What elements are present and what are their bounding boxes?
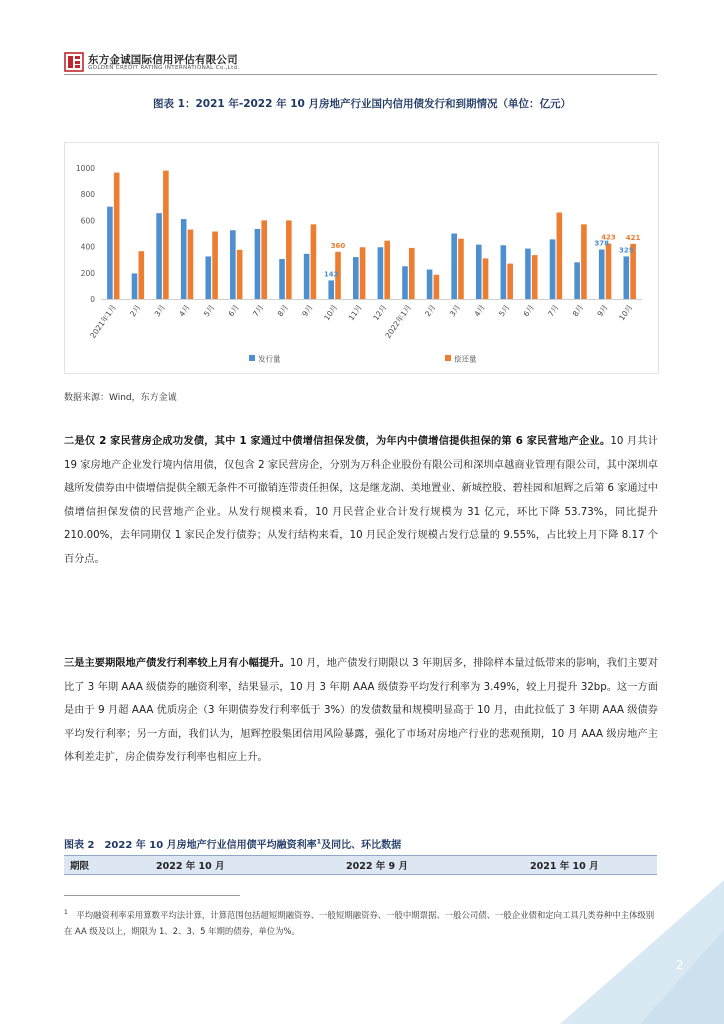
bar-chart: [65, 143, 658, 373]
bar-repayment: [532, 255, 538, 299]
bar-repayment: [188, 230, 194, 299]
footnote-text: 平均融资利率采用算数平均法计算，计算范围包括超短期融资券、一般短期融资券、一般中期票据、一般公司债、一般企业债和定向工具几类券种中主体级别在 AA 级及以上，期限为 1、2、3、5 年期的债券，单位为%。: [64, 909, 655, 936]
table-header-2021-oct: 2021 年 10 月: [530, 861, 599, 872]
header-divider: [64, 74, 657, 75]
bar-issuance: [599, 249, 605, 299]
bar-issuance: [107, 207, 113, 299]
figure1-source: 数据来源：Wind，东方金诚: [64, 393, 177, 403]
bar-issuance: [255, 229, 261, 299]
x-tick-label: 5月: [201, 302, 217, 319]
bar-issuance: [550, 239, 556, 299]
legend-label: 偿还量: [454, 354, 477, 364]
company-name-cn: 东方金诚国际信用评估有限公司: [88, 54, 238, 66]
x-tick-label: 7月: [251, 302, 266, 319]
paragraph-issuance-rates: [64, 652, 658, 770]
figure2-title-main: 图表 2 2022 年 10 月房地产行业信用债平均融资利率: [64, 840, 317, 851]
bar-repayment: [360, 247, 366, 299]
bar-issuance: [451, 234, 457, 300]
bar-repayment: [409, 248, 415, 299]
data-label: 378: [594, 239, 610, 248]
paragraph-private-issuers: [64, 430, 658, 571]
footnote: [64, 905, 658, 939]
bar-issuance: [402, 266, 408, 299]
bar-issuance: [181, 219, 187, 299]
footnote-ref: 1: [316, 837, 322, 846]
table-header-2022-oct: 2022 年 10 月: [156, 861, 225, 872]
bar-issuance: [501, 245, 507, 299]
data-label: 360: [330, 241, 346, 250]
data-label: 325: [618, 246, 634, 255]
figure2-title-suffix: 及同比、环比数据: [321, 840, 402, 851]
bar-repayment: [483, 258, 489, 299]
bar-issuance: [427, 270, 433, 299]
bar-issuance: [378, 247, 384, 299]
y-tick-label: 0: [90, 295, 95, 304]
x-tick-label: 10月: [617, 302, 635, 323]
x-tick-label: 9月: [300, 302, 315, 319]
x-tick-label: 2月: [128, 302, 143, 319]
y-tick-label: 400: [80, 242, 95, 252]
rate-table-header: [64, 855, 657, 875]
paragraph2-lead: 三是主要期限地产债发行利率较上月有小幅提升。: [64, 658, 290, 669]
bar-repayment: [606, 244, 612, 299]
footnote-marker: 1: [64, 909, 68, 916]
bar-issuance: [279, 259, 285, 299]
x-tick-label: 6月: [226, 302, 241, 319]
bar-issuance: [574, 262, 580, 299]
company-name-en: GOLDEN CREDIT RATING INTERNATIONAL Co.,Ltd.: [88, 65, 240, 71]
bar-repayment: [237, 250, 243, 299]
bar-issuance: [230, 230, 236, 299]
bar-repayment: [557, 213, 563, 299]
x-tick-label: 4月: [177, 302, 192, 319]
legend-swatch: [249, 355, 255, 361]
bar-repayment: [163, 171, 169, 299]
x-tick-label: 12月: [371, 302, 389, 323]
figure2-title: [64, 836, 401, 851]
paragraph1-lead: 二是仅 2 家民营房企成功发债，其中 1 家通过中债增信担保发债，为年内中债增信提供担保的第 6 家民营地产企业。: [64, 436, 611, 447]
x-tick-label: 6月: [521, 302, 536, 319]
bar-chart-frame: [64, 142, 659, 374]
x-tick-label: 3月: [447, 302, 463, 319]
bar-repayment: [261, 220, 267, 299]
figure1-title: 图表 1：2021 年-2022 年 10 月房地产行业国内信用债发行和到期情况（单位：亿元）: [153, 98, 571, 110]
x-tick-label: 7月: [546, 302, 561, 319]
bar-repayment: [507, 264, 513, 299]
paragraph2-body: 10 月，地产债发行期限以 3 年期居多，排除样本量过低带来的影响，我们主要对比了 3 年期 AAA 级债券的融资利率，结果显示，10 月 3 年期 AAA 级债券平均发行利率为 3.49%，较上月提升 32bp。这一方面是由于 9 月超 AAA 优质房企（3 年期债券发行利率低于 3%）的发债数量和规模明显高于 10 月，由此拉低了 3 年期 AAA 级债券平均发行利率；另一方面，我们认为，旭辉控股集团信用风险暴露，强化了市场对房地产行业的悲观预期，10 月 AAA 级房地产主体利差走扩，房企债券发行利率也相应上升。: [64, 658, 659, 763]
bar-issuance: [353, 257, 359, 299]
paragraph1-body: 10 月共计 19 家房地产企业发行境内信用债，仅包含 2 家民营房企，分别为万科企业股份有限公司和深圳卓越商业管理有限公司，其中深圳卓越所发债券由中债增信提供全额无条件不可撤销连带责任担保，这是继龙湖、美地置业、新城控股、碧桂园和旭辉之后第 6 家通过中债增信担保发债的民营地产企业。从发行规模来看，10 月民营企业合计发行规模为 31 亿元，环比下降 53.73%，同比提升 210.00%，去年同期仅 1 家民企发行债券；从发行结构来看，10 月民企发行规模占发行总量的 9.55%，占比较上月下降 8.17 个百分点。: [64, 436, 658, 565]
x-tick-label: 10月: [322, 302, 340, 323]
bar-repayment: [138, 251, 144, 299]
footnote-divider: [64, 895, 240, 896]
data-label: 423: [601, 233, 616, 242]
bar-repayment: [581, 224, 587, 299]
bar-issuance: [132, 273, 138, 299]
bar-repayment: [384, 241, 390, 299]
x-tick-label: 9月: [595, 302, 610, 319]
data-label: 142: [323, 270, 339, 279]
data-label: 421: [625, 233, 641, 242]
x-tick-label: 11月: [346, 302, 364, 323]
table-header-term: 期限: [70, 861, 90, 872]
x-tick-label: 2021年1月: [88, 302, 118, 340]
bar-issuance: [476, 245, 482, 299]
x-tick-label: 2月: [423, 302, 438, 319]
legend-swatch: [445, 355, 451, 361]
x-tick-label: 4月: [472, 302, 487, 319]
x-tick-label: 5月: [496, 302, 512, 319]
bar-repayment: [114, 173, 120, 299]
page-number: 2: [676, 958, 684, 972]
y-tick-label: 800: [80, 190, 95, 200]
y-tick-label: 200: [80, 268, 95, 278]
bar-repayment: [434, 275, 440, 299]
x-tick-label: 2022年1月: [383, 302, 414, 340]
bar-issuance: [328, 280, 334, 299]
bar-issuance: [525, 249, 531, 299]
legend-label: 发行量: [258, 354, 281, 364]
bar-issuance: [624, 256, 630, 299]
bar-repayment: [212, 232, 218, 299]
bar-issuance: [205, 256, 211, 299]
bar-repayment: [286, 220, 292, 299]
x-tick-label: 3月: [152, 302, 168, 319]
y-tick-label: 1000: [75, 164, 95, 173]
bar-issuance: [156, 213, 162, 299]
bar-repayment: [311, 224, 317, 299]
bar-repayment: [458, 239, 464, 299]
x-tick-label: 8月: [275, 302, 291, 319]
table-header-2022-sep: 2022 年 9 月: [346, 861, 408, 872]
y-tick-label: 600: [80, 216, 95, 226]
bar-issuance: [304, 254, 310, 299]
company-logo-icon: [64, 52, 84, 72]
x-tick-label: 8月: [570, 302, 586, 319]
